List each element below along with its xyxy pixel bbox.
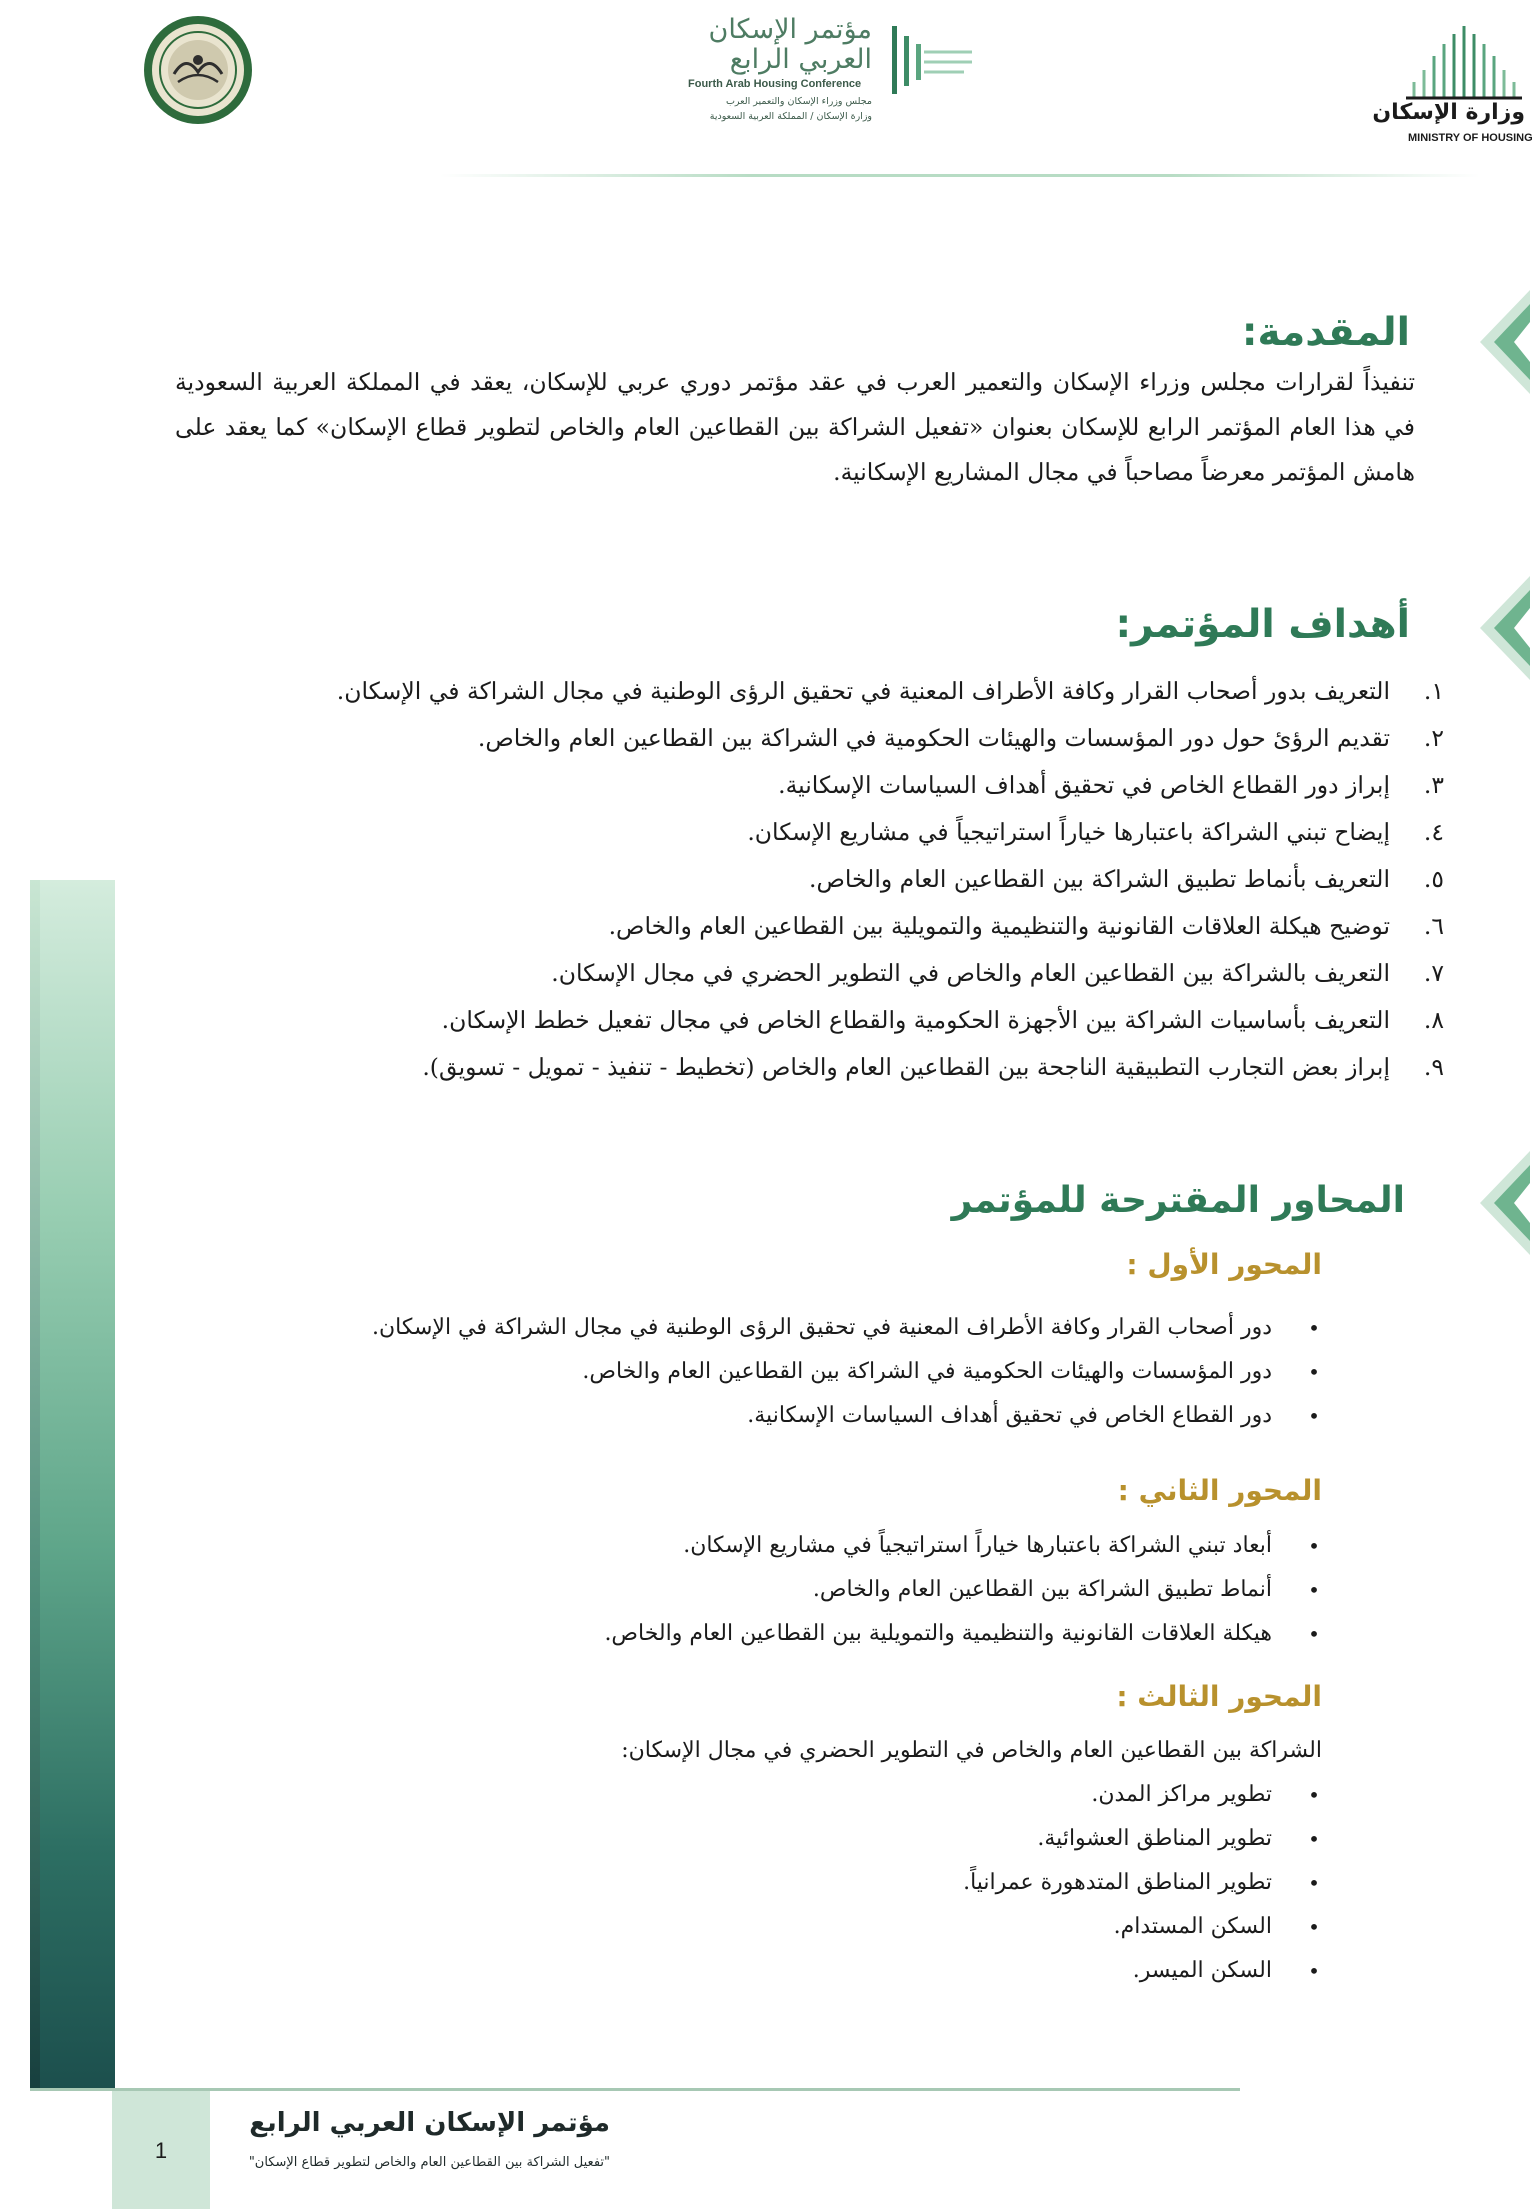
header-divider [440,174,1480,177]
bullet-text: أنماط تطبيق الشراكة بين القطاعين العام والخاص. [812,1577,1272,1602]
ministry-name-english: MINISTRY OF HOUSING [1408,132,1533,144]
conference-subtitle-line1: مجلس وزراء الإسكان والتعمير العرب [725,96,872,107]
ministry-logo-mark-icon [1404,24,1524,102]
list-item [222,1773,1322,1817]
list-item [184,997,1444,1044]
bullet-text: السكن الميسر. [1132,1958,1272,1983]
goal-text: التعريف بالشراكة بين القطاعين العام والخاص في التطوير الحضري في مجال الإسكان. [551,959,1390,987]
list-item [184,762,1444,809]
goal-text: توضيح هيكلة العلاقات القانونية والتنظيمية والتمويلية بين القطاعين العام والخاص. [608,912,1390,940]
axis1-title: المحور الأول : [1126,1248,1322,1281]
list-item [184,809,1444,856]
bullet-text: تطوير المناطق العشوائية. [1037,1826,1272,1851]
list-item [184,856,1444,903]
goals-list [184,668,1444,1091]
goal-text: التعريف بأنماط تطبيق الشراكة بين القطاعين العام والخاص. [808,865,1390,893]
axis2-title: المحور الثاني : [1117,1474,1322,1507]
section-chevron-icon [1472,568,1530,688]
list-item [222,1817,1322,1861]
section-chevron-icon [1472,1143,1530,1263]
goal-number: ٥. [1423,865,1444,893]
list-item [184,1044,1444,1091]
goal-text: إيضاح تبني الشراكة باعتبارها خياراً استراتيجياً في مشاريع الإسكان. [747,818,1390,846]
goal-number: ٧. [1423,959,1444,987]
axis3-title: المحور الثالث : [1116,1680,1322,1713]
goal-number: ٦. [1423,912,1444,940]
list-item [222,1949,1322,1993]
goal-number: ١. [1423,677,1444,705]
bullet-text: دور أصحاب القرار وكافة الأطراف المعنية في تحقيق الرؤى الوطنية في مجال الشراكة في الإسكان. [371,1315,1272,1340]
bullet-icon: • [1308,1360,1320,1384]
page-number: 1 [154,2138,168,2163]
axis1-list [222,1306,1322,1438]
footer-divider [30,2088,1240,2091]
intro-title: المقدمة: [1241,310,1410,355]
bullet-icon: • [1308,1871,1320,1895]
conference-logo-mark-icon [888,22,974,102]
axes-title: المحاور المقترحة للمؤتمر [951,1180,1405,1221]
decorative-side-band-edge [30,880,40,2090]
bullet-icon: • [1308,1622,1320,1646]
footer-subtitle: "تفعيل الشراكة بين القطاعين العام والخاص لتطوير قطاع الإسكان" [248,2155,610,2170]
list-item [222,1306,1322,1350]
goal-number: ٨. [1423,1006,1444,1034]
list-item [222,1568,1322,1612]
axis3-lead-text: الشراكة بين القطاعين العام والخاص في التطوير الحضري في مجال الإسكان: [621,1738,1322,1763]
conference-title-english: Fourth Arab Housing Conference [688,78,862,90]
goal-text: التعريف بدور أصحاب القرار وكافة الأطراف المعنية في تحقيق الرؤى الوطنية في مجال الشراكة في الإسكان. [336,677,1390,705]
bullet-text: دور المؤسسات والهيئات الحكومية في الشراكة بين القطاعين العام والخاص. [582,1359,1272,1384]
axis2-list [222,1524,1322,1656]
bullet-text: السكن المستدام. [1113,1914,1272,1939]
goals-title: أهداف المؤتمر: [1115,602,1410,647]
bullet-icon: • [1308,1534,1320,1558]
conference-title-line1: مؤتمر الإسكان [708,14,872,45]
bullet-icon: • [1308,1578,1320,1602]
bullet-text: تطوير المناطق المتدهورة عمرانياً. [963,1870,1272,1895]
intro-paragraph: تنفيذاً لقرارات مجلس وزراء الإسكان والتعمير العرب في عقد مؤتمر دوري عربي للإسكان، يعقد في المملكة العربية السعودية في هذا العام المؤتمر الرابع للإسكان بعنوان «تفعيل الشراكة بين القطاعين العام والخاص لتطوير قطاع الإسكان» كما يعقد على هامش المؤتمر معرضاً مصاحباً في مجال المشاريع الإسكانية. [175,368,1415,486]
goal-text: التعريف بأساسيات الشراكة بين الأجهزة الحكومية والقطاع الخاص في مجال تفعيل خطط الإسكان. [441,1006,1390,1034]
goal-number: ٩. [1423,1053,1444,1081]
conference-subtitle-line2: وزارة الإسكان / المملكة العربية السعودية [709,111,872,122]
bullet-icon: • [1308,1404,1320,1428]
list-item [222,1394,1322,1438]
bullet-text: تطوير مراكز المدن. [1091,1782,1272,1807]
goal-number: ٣. [1423,771,1444,799]
bullet-icon: • [1308,1316,1320,1340]
goal-number: ٢. [1423,724,1444,752]
goal-text: إبراز دور القطاع الخاص في تحقيق أهداف السياسات الإسكانية. [778,771,1390,799]
list-item [222,1612,1322,1656]
list-item [222,1524,1322,1568]
decorative-side-band [30,880,115,2090]
bullet-icon: • [1308,1959,1320,1983]
goal-text: تقديم الرؤئ حول دور المؤسسات والهيئات الحكومية في الشراكة بين القطاعين العام والخاص. [477,724,1390,752]
bullet-icon: • [1308,1783,1320,1807]
conference-title-line2: العربي الرابع [729,44,872,75]
list-item [222,1861,1322,1905]
goal-text: إبراز بعض التجارب التطبيقية الناجحة بين القطاعين العام والخاص (تخطيط - تنفيذ - تمويل - تسويق). [422,1053,1390,1081]
list-item [184,668,1444,715]
bullet-text: أبعاد تبني الشراكة باعتبارها خياراً استراتيجياً في مشاريع الإسكان. [683,1533,1272,1558]
list-item [184,950,1444,997]
section-chevron-icon [1472,282,1530,402]
list-item [184,715,1444,762]
footer-title: مؤتمر الإسكان العربي الرابع [249,2108,610,2138]
list-item [184,903,1444,950]
bullet-text: هيكلة العلاقات القانونية والتنظيمية والتمويلية بين القطاعين العام والخاص. [604,1621,1272,1646]
bullet-icon: • [1308,1827,1320,1851]
goal-number: ٤. [1423,818,1444,846]
arab-league-seal-logo [142,14,254,126]
list-item [222,1905,1322,1949]
ministry-name-arabic: وزارة الإسكان [1372,100,1525,125]
list-item [222,1350,1322,1394]
axis3-list [222,1773,1322,1993]
bullet-text: دور القطاع الخاص في تحقيق أهداف السياسات الإسكانية. [747,1403,1272,1428]
bullet-icon: • [1308,1915,1320,1939]
